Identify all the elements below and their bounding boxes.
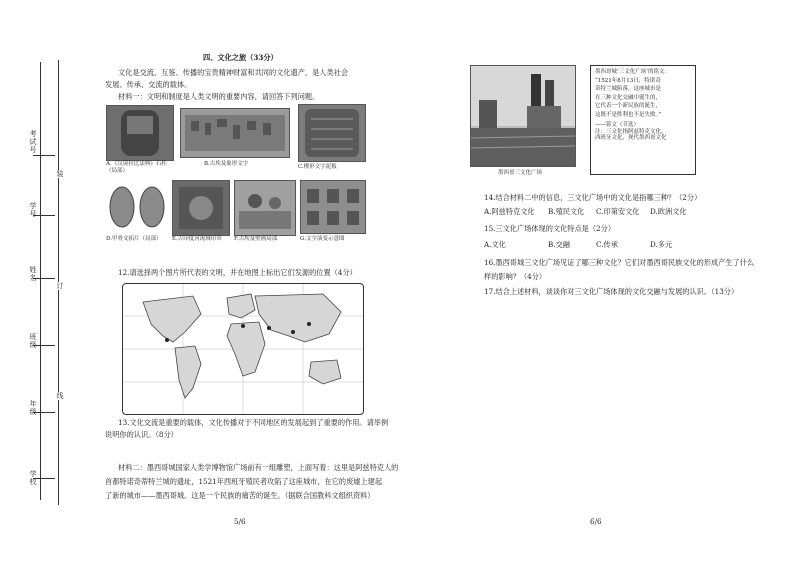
- caption-g: G.文字演变示意图: [300, 236, 345, 242]
- question-12: 12.请选择两个图片所代表的文明，并在地图上标出它们发源的位置（4分）: [118, 268, 357, 277]
- indus-seal-image: [172, 180, 230, 236]
- quote-line: 这既不是胜利也不是失败。”: [595, 111, 662, 118]
- caption-f: F.古埃及壁画局部: [234, 236, 278, 242]
- q14-option-c: C.印第安文化: [596, 207, 640, 216]
- question-17: 17.结合上述材料，谈谈你对三文化广场体现的文化交融与发展的认识。（13分）: [484, 287, 739, 296]
- binding-label-grade: 年级: [29, 400, 37, 416]
- question-16-line: 样的影响？（4分）: [484, 272, 547, 281]
- material2-line: 材料二：墨西哥城国家人类学博物馆广场前有一组雕塑，上面写着：这里是阿兹特克人的: [118, 463, 399, 472]
- q15-option-b: B.交融: [548, 240, 570, 249]
- cut-mark: 线: [56, 392, 64, 400]
- q14-option-b: B.殖民文化: [548, 207, 585, 216]
- quote-line: 它代表一个新民族的诞生，: [595, 103, 662, 109]
- question-13-line: 说明你的认识。（8分）: [105, 430, 178, 439]
- caption-a: A.《汉谟拉比法典》石柱（局部）: [106, 161, 167, 174]
- quote-source: ——铭文（节选）: [595, 122, 640, 128]
- intro-line: 发展、传承、交流的载体。: [105, 80, 192, 89]
- stone-stele-image: [106, 105, 174, 161]
- caption-c: C.楔形文字泥板: [298, 164, 337, 170]
- cut-mark: 订: [56, 282, 64, 290]
- oracle-bone-image: [106, 182, 168, 232]
- q15-option-d: D.多元: [650, 240, 673, 249]
- page-number-left: 5/6: [234, 517, 246, 526]
- question-16-line: 16.墨西哥城三文化广场见证了哪三种文化？它们对墨西哥民族文化的形成产生了什么: [484, 258, 755, 267]
- binding-label-student-id: 学号: [29, 202, 37, 218]
- quote-note: 注：三文化指阿兹特克文化、: [595, 128, 667, 135]
- caption-b: B.古埃及象形文字: [204, 161, 249, 167]
- q15-option-a: A.文化: [484, 240, 506, 249]
- binding-line-inner: [40, 62, 41, 500]
- quote-box: [590, 65, 696, 175]
- question-15: 15.三文化广场体现的文化特点是（2分）: [484, 224, 616, 233]
- quote-line: 在三种文化交融中诞生的，: [595, 94, 662, 101]
- script-evolution-image: [300, 180, 366, 234]
- world-map-svg: [123, 284, 363, 414]
- binding-label-exam-number: 考试号: [29, 130, 37, 154]
- material2-line: 首都特诺奇蒂特兰城的遗址，1521年西班牙殖民者攻陷了这座城市，在它的废墟上建起: [105, 477, 383, 486]
- caption-d: D.甲骨文拓片（局部）: [106, 236, 162, 242]
- quote-line: “1521年8月13日，特诺奇: [595, 77, 661, 84]
- question-14: 14.结合材料二中的信息，三文化广场中的文化是指哪三种？（2分）: [484, 193, 702, 202]
- photo-caption: 墨西哥三文化广场: [498, 170, 543, 176]
- hieroglyph-panel-image: [180, 108, 290, 158]
- intro-line: 文化是交流、互鉴、传播的宝贵精神财富和共同的文化遗产，是人类社会: [118, 68, 349, 77]
- page-number-right: 6/6: [590, 517, 602, 526]
- q15-option-c: C.传承: [596, 240, 618, 249]
- binding-label-name: 姓名: [29, 266, 37, 282]
- material1-label: 材料一：文明和制度是人类文明的重要内容，请回答下列问题。: [118, 92, 320, 101]
- binding-label-class: 班级: [29, 333, 37, 349]
- binding-label-school: 学校: [29, 470, 37, 486]
- cuneiform-tablet-image: [298, 104, 366, 162]
- quote-note: 西班牙文化、现代墨西哥文化: [595, 135, 667, 141]
- egyptian-mural-image: [234, 180, 296, 236]
- three-cultures-square-photo: [470, 65, 576, 167]
- section-title: 四、文化之旅（33分）: [203, 53, 278, 62]
- quote-line: 蒂特兰城陷落，这座城市是: [595, 86, 662, 92]
- caption-e: E.古印度河流域印章: [172, 236, 222, 242]
- q14-option-d: D.欧洲文化: [650, 207, 687, 216]
- quote-line: 墨西哥城‘三文化广场’的铭文：: [595, 69, 670, 75]
- material2-line: 了新的城市——墨西哥城。这是一个民族的痛苦的诞生。（据联合国教科文组织资料）: [105, 491, 375, 500]
- label-underline: [33, 155, 55, 156]
- question-13-line: 13.文化交流是重要的载体，文化传播对于不同地区的发展起到了重要的作用。请举例: [118, 418, 389, 427]
- cut-mark: 装: [56, 170, 64, 178]
- q14-option-a: A.阿兹特克文化: [484, 207, 535, 216]
- world-map: [122, 283, 364, 415]
